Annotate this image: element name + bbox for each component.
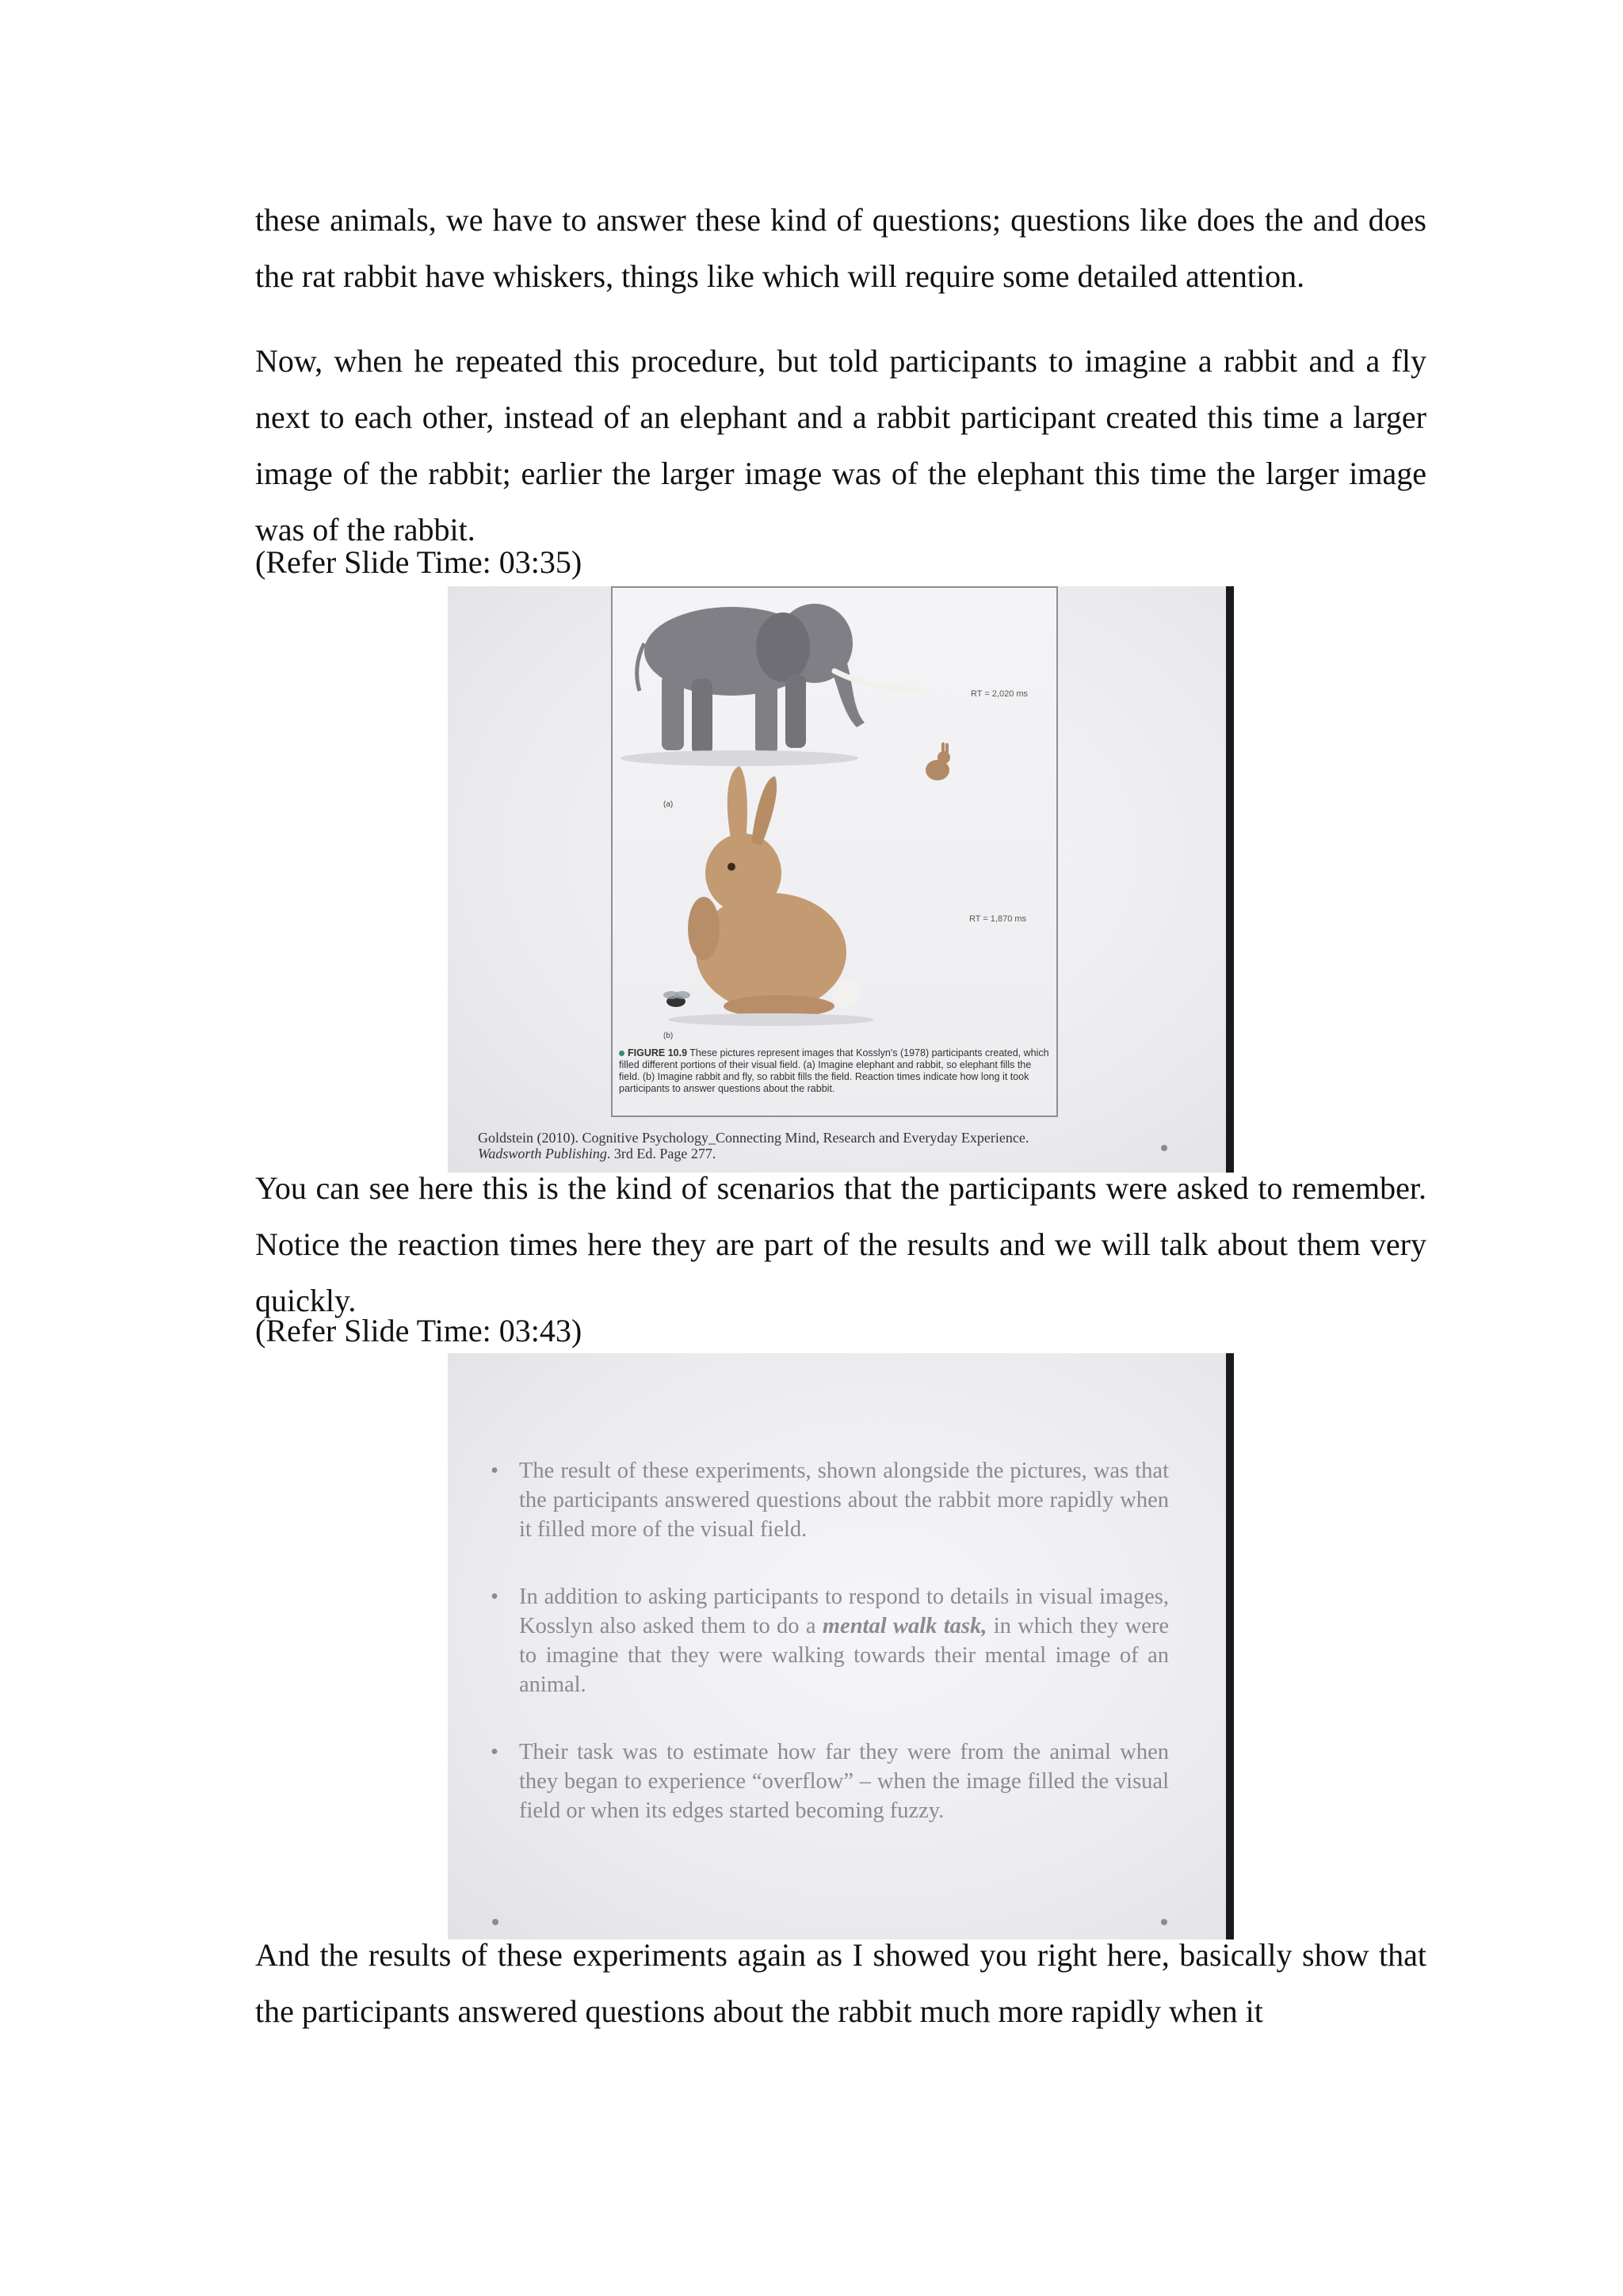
- bullet-text-2-emphasis: mental walk task,: [822, 1614, 987, 1638]
- credit-line-1: Goldstein (2010). Cognitive Psychology_Connecting Mind, Research and Everyday Experience.: [478, 1130, 1029, 1146]
- slide-figure-10-9: [448, 586, 1234, 1173]
- bullet-item-1: [487, 1456, 1169, 1544]
- figure-box: [611, 586, 1058, 1117]
- figure-credit: [478, 1130, 1029, 1161]
- panel-label-b: (b): [663, 1032, 674, 1040]
- caption-text: These pictures represent images that Kosslyn's (1978) participants created, which filled different portions of their visual field. (a) Imagine elephant and rabbit, so elephant fills the field. (b) Imagine rabbit and fly, so rabbit fills the field. Reaction times indicate how long it took participants to answer questions about the rabbit.: [619, 1047, 1049, 1094]
- bullet-item-2: [487, 1582, 1169, 1699]
- bullet-text-3: Their task was to estimate how far they were from the animal when they began to experience “overflow” – when the image filled the visual field or when its edges started becoming fuzzy.: [519, 1740, 1169, 1823]
- slide-results-bullets: [448, 1353, 1234, 1939]
- slide-dot-left: [492, 1919, 498, 1925]
- panel-label-a: (a): [663, 800, 674, 809]
- paragraph-3: You can see here this is the kind of scenarios that the participants were asked to remember. Notice the reaction times here they are part of the results and we will talk about them very quickly.: [255, 1170, 1426, 1318]
- large-rabbit-illustration: [688, 766, 861, 1017]
- reaction-time-a: RT = 2,020 ms: [971, 689, 1029, 699]
- caption-title: FIGURE 10.9: [628, 1047, 688, 1058]
- paragraph-2: Now, when he repeated this procedure, but told participants to imagine a rabbit and a fly next to each other, instead of an elephant and a rabbit participant created this time a larger image of the rabbit; earlier the larger image was of the elephant this time the larger image was of the rabbit.: [255, 343, 1426, 547]
- caption-bullet-icon: [619, 1051, 624, 1056]
- paragraph-1: these animals, we have to answer these kind of questions; questions like does the and does the rat rabbit have whiskers, things like which will require some detailed attention.: [255, 202, 1426, 294]
- fly-illustration: [663, 991, 690, 1007]
- slide-dot-right: [1161, 1145, 1167, 1151]
- elephant-illustration: [637, 604, 922, 754]
- figure-illustration: [613, 588, 1056, 1047]
- bullet-text-1: The result of these experiments, shown alongside the pictures, was that the participants answered questions about the rabbit more rapidly when it filled more of the visual field.: [519, 1459, 1169, 1542]
- paragraph-4: And the results of these experiments again as I showed you right here, basically show that the participants answered questions about the rabbit much more rapidly when it: [255, 1937, 1426, 2029]
- credit-edition: . 3rd Ed. Page 277.: [606, 1146, 716, 1161]
- refer-slide-time-1: (Refer Slide Time: 03:35): [255, 544, 582, 580]
- bullet-text-2-end: in which they were to imagine that they were walking towards their mental image of an animal.: [519, 1614, 1169, 1697]
- refer-slide-time-2: (Refer Slide Time: 03:43): [255, 1313, 582, 1348]
- figure-caption: [619, 1047, 1053, 1095]
- reaction-time-b: RT = 1,870 ms: [969, 914, 1027, 924]
- credit-publisher: Wadsworth Publishing: [478, 1146, 607, 1161]
- slide-dot-right: [1161, 1919, 1167, 1925]
- bullet-text-2-start: In addition to asking participants to respond to details in visual images, Kosslyn also asked them to do a: [519, 1585, 1169, 1638]
- slide-bullet-list: [487, 1456, 1169, 1863]
- bullet-item-3: [487, 1737, 1169, 1825]
- small-rabbit-illustration: [926, 742, 950, 780]
